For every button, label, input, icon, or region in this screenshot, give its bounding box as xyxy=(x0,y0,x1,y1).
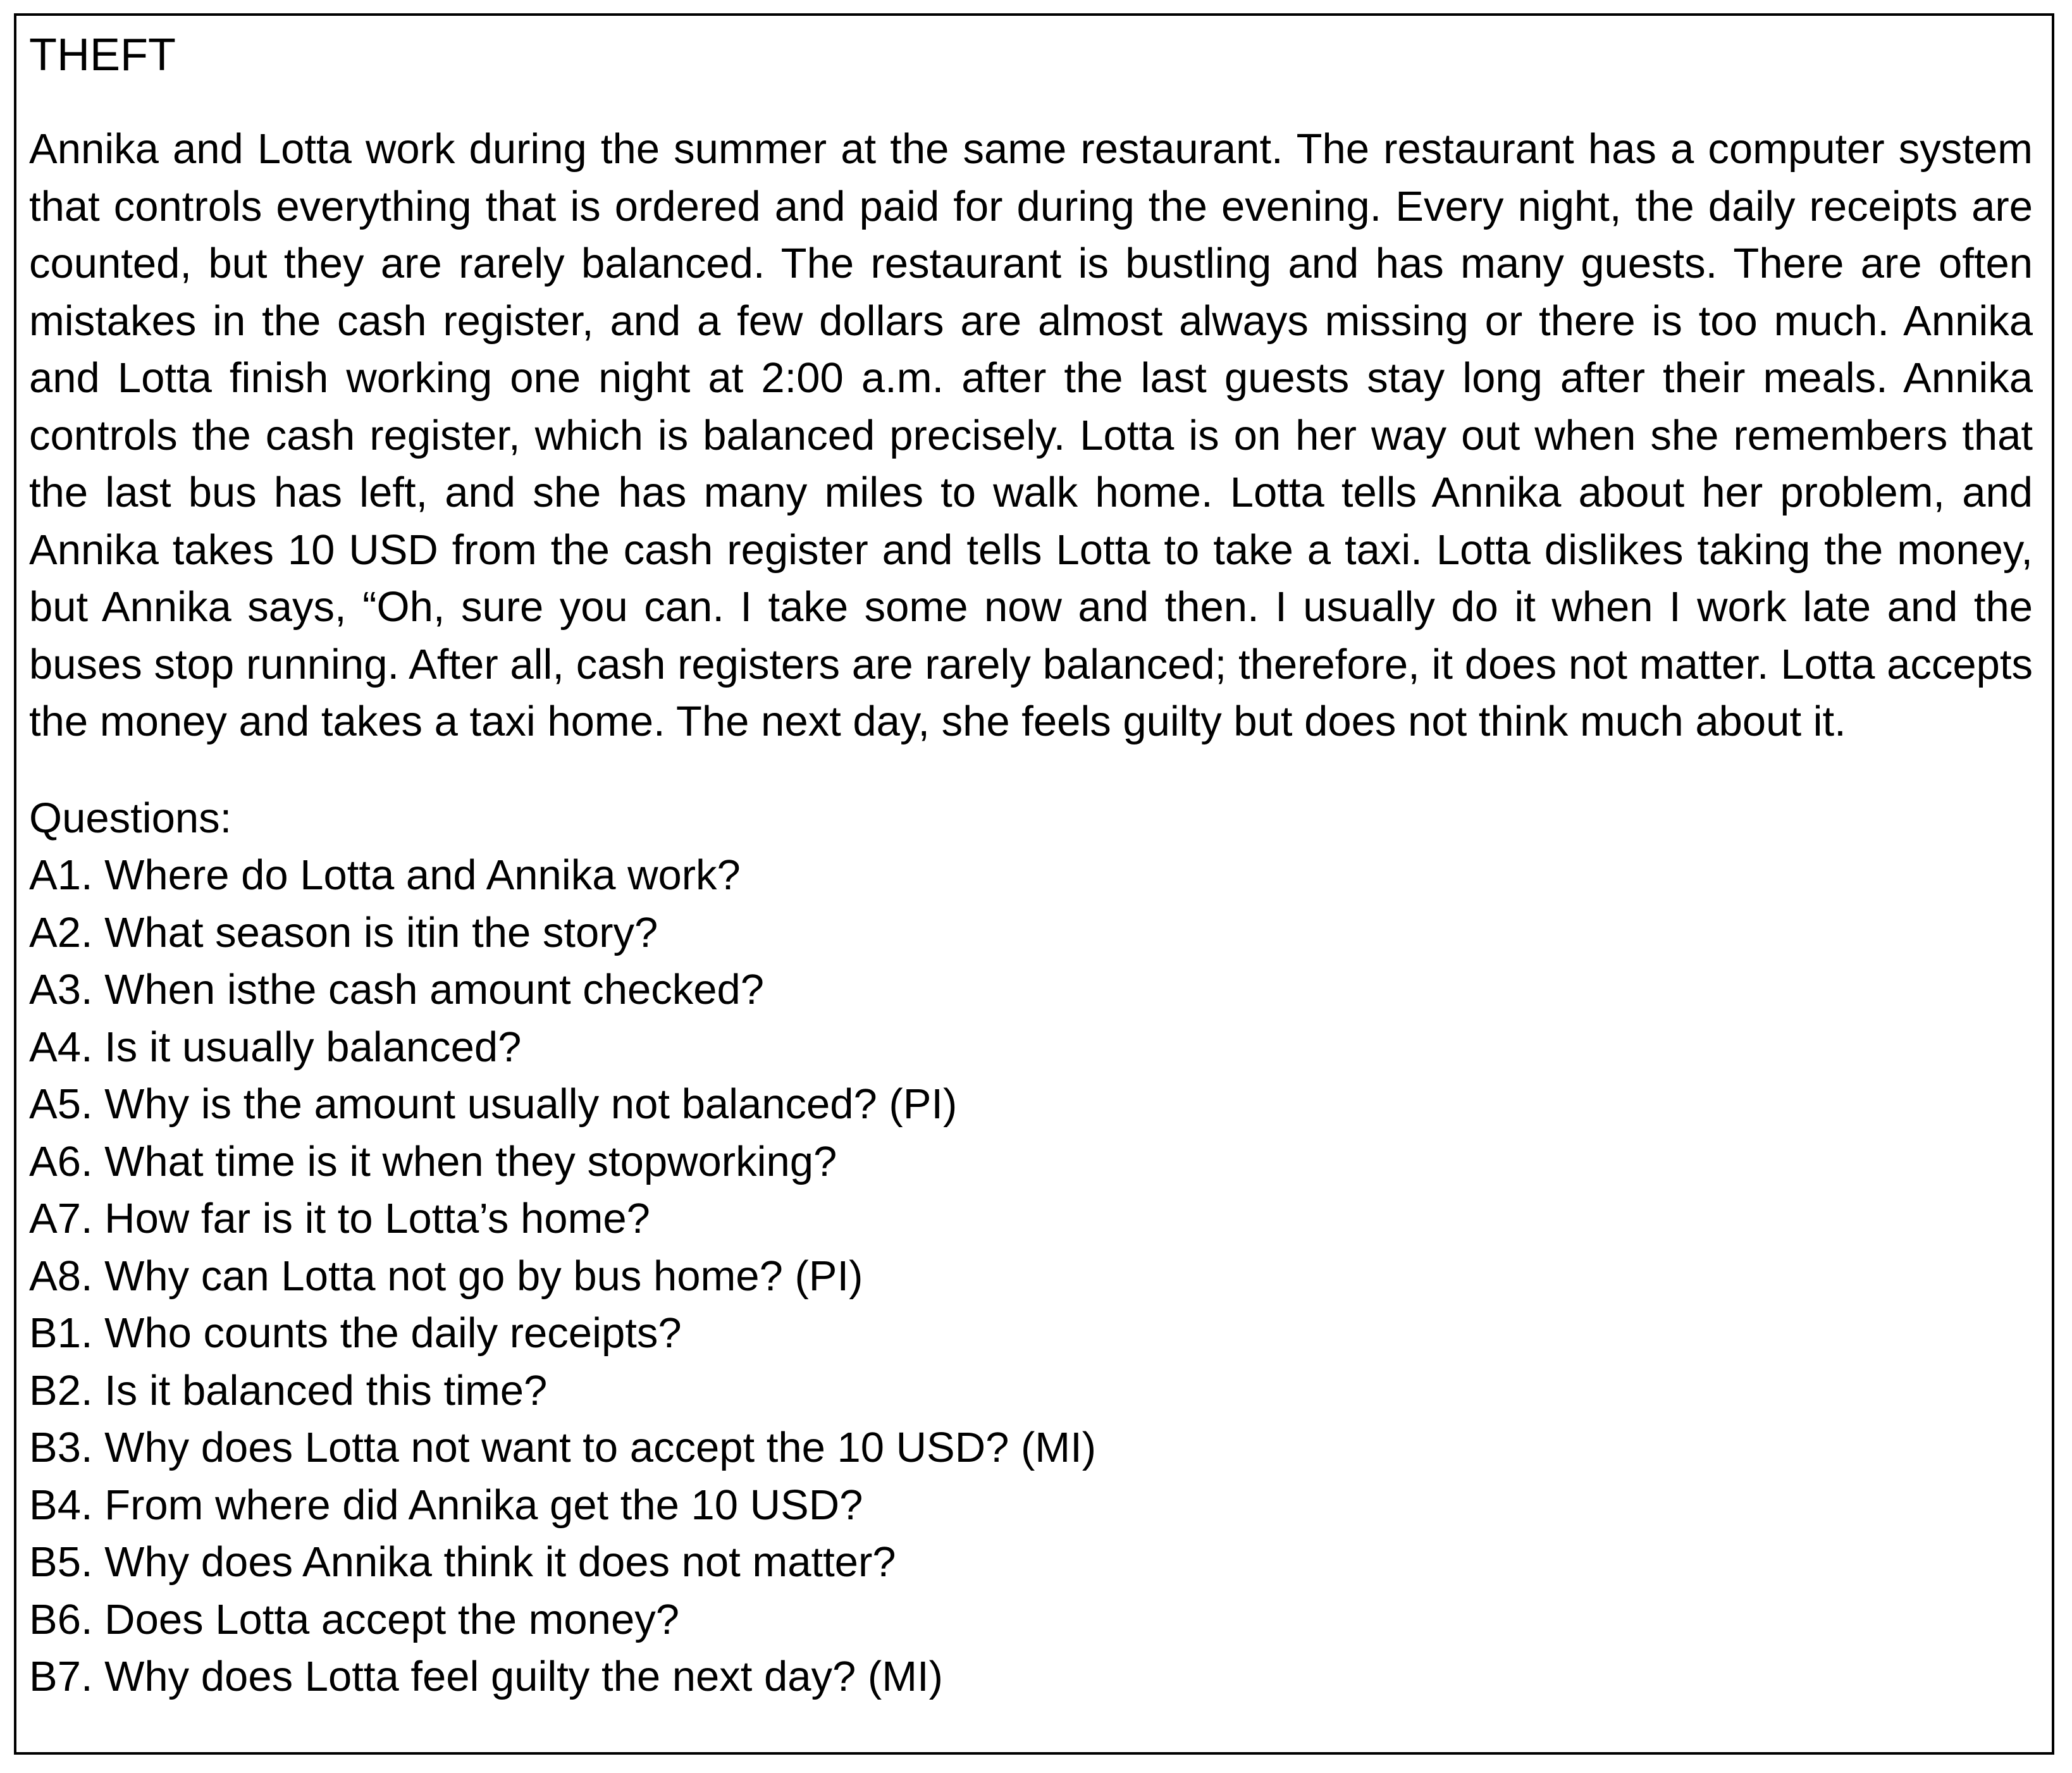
question-list xyxy=(29,847,2033,1706)
question-item: B1. Who counts the daily receipts? xyxy=(29,1309,682,1357)
question-item: A6. What time is it when they stopworking? xyxy=(29,1137,837,1185)
question-item: B3. Why does Lotta not want to accept the 10 USD? (MI) xyxy=(29,1424,1097,1471)
question-item: B4. From where did Annika get the 10 USD? xyxy=(29,1481,863,1529)
question-item: A8. Why can Lotta not go by bus home? (PI) xyxy=(29,1252,863,1300)
question-item: B2. Is it balanced this time? xyxy=(29,1366,548,1414)
story-paragraph: Annika and Lotta work during the summer at the same restaurant. The restaurant has a computer system that controls everything that is ordered and paid for during the evening. Every night, the daily receipts are counted, but they are rarely balanced. The restaurant is bustling and has many guests. There are often mistakes in the cash register, and a few dollars are almost always missing or there is too much. Annika and Lotta finish working one night at 2:00 a.m. after the last guests stay long after their meals. Annika controls the cash register, which is balanced precisely. Lotta is on her way out when she remembers that the last bus has left, and she has many miles to walk home. Lotta tells Annika about her problem, and Annika takes 10 USD from the cash register and tells Lotta to take a taxi. Lotta dislikes taking the money, but Annika says, “Oh, sure you can. I take some now and then. I usually do it when I work late and the buses stop running. After all, cash registers are rarely balanced; therefore, it does not matter. Lotta accepts the money and takes a taxi home. The next day, she feels guilty but does not think much about it. xyxy=(29,125,2033,745)
question-item: B6. Does Lotta accept the money? xyxy=(29,1595,679,1643)
question-item: B7. Why does Lotta feel guilty the next day? (MI) xyxy=(29,1653,943,1700)
question-item: A4. Is it usually balanced? xyxy=(29,1023,522,1071)
question-item: A1. Where do Lotta and Annika work? xyxy=(29,851,741,899)
question-item: A3. When isthe cash amount checked? xyxy=(29,966,764,1013)
document-box xyxy=(14,13,2054,1755)
question-item: B5. Why does Annika think it does not matter? xyxy=(29,1538,896,1586)
questions-heading: Questions: xyxy=(29,794,232,842)
document-title: THEFT xyxy=(29,30,176,80)
question-item: A7. How far is it to Lotta’s home? xyxy=(29,1195,650,1242)
question-item: A5. Why is the amount usually not balanced? (PI) xyxy=(29,1080,958,1128)
question-item: A2. What season is itin the story? xyxy=(29,908,658,956)
